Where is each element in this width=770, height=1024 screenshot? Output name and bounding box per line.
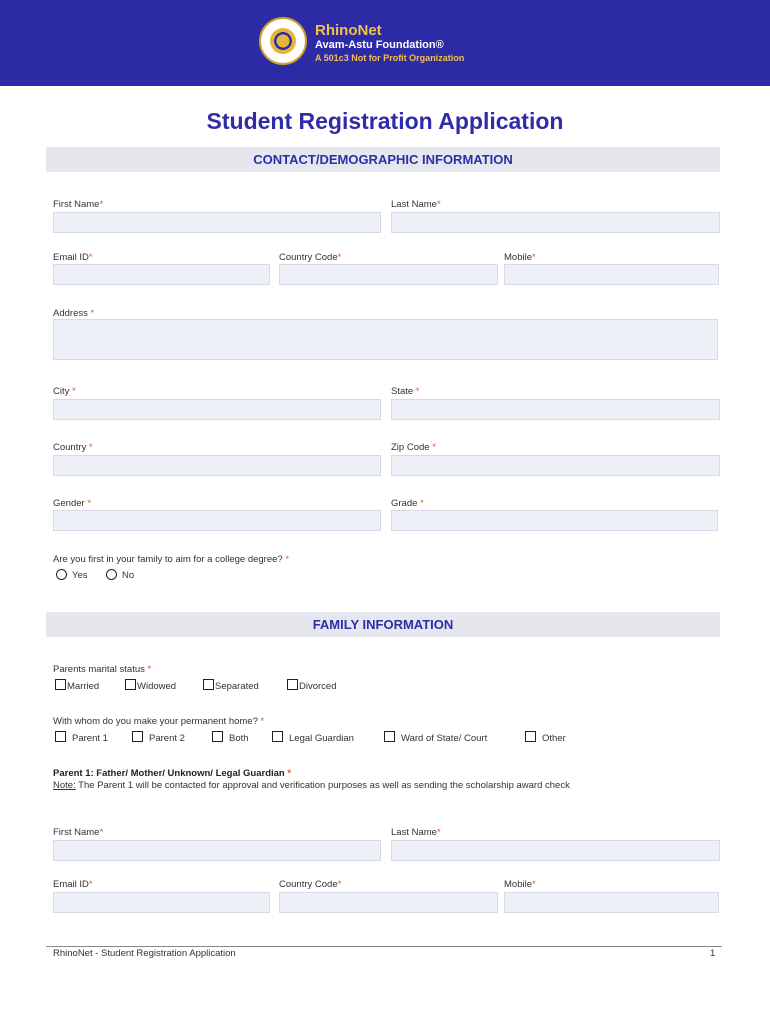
other-checkbox[interactable]	[525, 731, 536, 742]
parent1-email-label: Email ID*	[53, 879, 93, 890]
permanent-home-label: With whom do you make your permanent home? *	[53, 716, 265, 727]
yes-label: Yes	[72, 570, 88, 581]
widowed-checkbox[interactable]	[125, 679, 136, 690]
footer-divider	[46, 946, 722, 947]
ward-of-state-checkbox[interactable]	[384, 731, 395, 742]
gender-field[interactable]	[53, 510, 381, 531]
first-name-field[interactable]	[53, 212, 381, 233]
both-label: Both	[229, 733, 249, 744]
email-label: Email ID*	[53, 252, 93, 263]
last-name-label: Last Name*	[391, 199, 441, 210]
header-banner	[0, 0, 770, 86]
parent1-heading: Parent 1: Father/ Mother/ Unknown/ Legal Guardian *	[53, 768, 292, 779]
separated-label: Separated	[215, 681, 259, 692]
parent1-checkbox[interactable]	[55, 731, 66, 742]
parent1-email-field[interactable]	[53, 892, 270, 913]
mobile-label: Mobile*	[504, 252, 536, 263]
both-checkbox[interactable]	[212, 731, 223, 742]
grade-label: Grade *	[391, 498, 424, 509]
married-checkbox[interactable]	[55, 679, 66, 690]
section-contact-header: CONTACT/DEMOGRAPHIC INFORMATION	[46, 147, 720, 172]
parent1-note: Note: The Parent 1 will be contacted for approval and verification purposes as well as sending the scholarship award check	[53, 780, 570, 791]
country-code-label: Country Code*	[279, 252, 342, 263]
state-field[interactable]	[391, 399, 720, 420]
city-field[interactable]	[53, 399, 381, 420]
city-label: City *	[53, 386, 76, 397]
zip-code-label: Zip Code *	[391, 442, 436, 453]
legal-guardian-label: Legal Guardian	[289, 733, 354, 744]
mobile-field[interactable]	[504, 264, 719, 285]
legal-guardian-checkbox[interactable]	[272, 731, 283, 742]
no-radio[interactable]	[106, 569, 117, 580]
brand-name: RhinoNet	[315, 22, 382, 39]
first-college-question: Are you first in your family to aim for a college degree? *	[53, 554, 290, 565]
divorced-label: Divorced	[299, 681, 337, 692]
parent1-last-name-label: Last Name*	[391, 827, 441, 838]
divorced-checkbox[interactable]	[287, 679, 298, 690]
country-code-field[interactable]	[279, 264, 498, 285]
page-number: 1	[710, 948, 716, 959]
page-title: Student Registration Application	[206, 108, 564, 134]
parent2-label: Parent 2	[149, 733, 185, 744]
brand-tagline: A 501c3 Not for Profit Organization	[315, 53, 465, 63]
married-label: Married	[67, 681, 100, 692]
widowed-label: Widowed	[137, 681, 177, 692]
yes-radio[interactable]	[56, 569, 67, 580]
gender-label: Gender *	[53, 498, 92, 509]
email-field[interactable]	[53, 264, 270, 285]
state-label: State *	[391, 386, 420, 397]
foundation-seal-icon	[259, 17, 307, 65]
parent1-label: Parent 1	[72, 733, 108, 744]
parent1-country-code-label: Country Code*	[279, 879, 342, 890]
parent1-country-code-field[interactable]	[279, 892, 498, 913]
marital-status-label: Parents marital status *	[53, 664, 152, 675]
parent1-mobile-label: Mobile*	[504, 879, 536, 890]
zip-code-field[interactable]	[391, 455, 720, 476]
no-label: No	[122, 570, 135, 581]
address-field[interactable]	[53, 319, 718, 360]
separated-checkbox[interactable]	[203, 679, 214, 690]
parent1-last-name-field[interactable]	[391, 840, 720, 861]
country-label: Country *	[53, 442, 93, 453]
brand-subtitle: Avam-Astu Foundation®	[315, 39, 444, 51]
section-family-header: FAMILY INFORMATION	[46, 612, 720, 637]
parent1-first-name-label: First Name*	[53, 827, 104, 838]
last-name-field[interactable]	[391, 212, 720, 233]
country-field[interactable]	[53, 455, 381, 476]
footer-title: RhinoNet - Student Registration Application	[53, 948, 236, 959]
parent1-first-name-field[interactable]	[53, 840, 381, 861]
other-label: Other	[542, 733, 566, 744]
grade-field[interactable]	[391, 510, 718, 531]
address-label: Address *	[53, 308, 95, 319]
parent2-checkbox[interactable]	[132, 731, 143, 742]
first-name-label: First Name*	[53, 199, 104, 210]
parent1-mobile-field[interactable]	[504, 892, 719, 913]
ward-of-state-label: Ward of State/ Court	[401, 733, 488, 744]
